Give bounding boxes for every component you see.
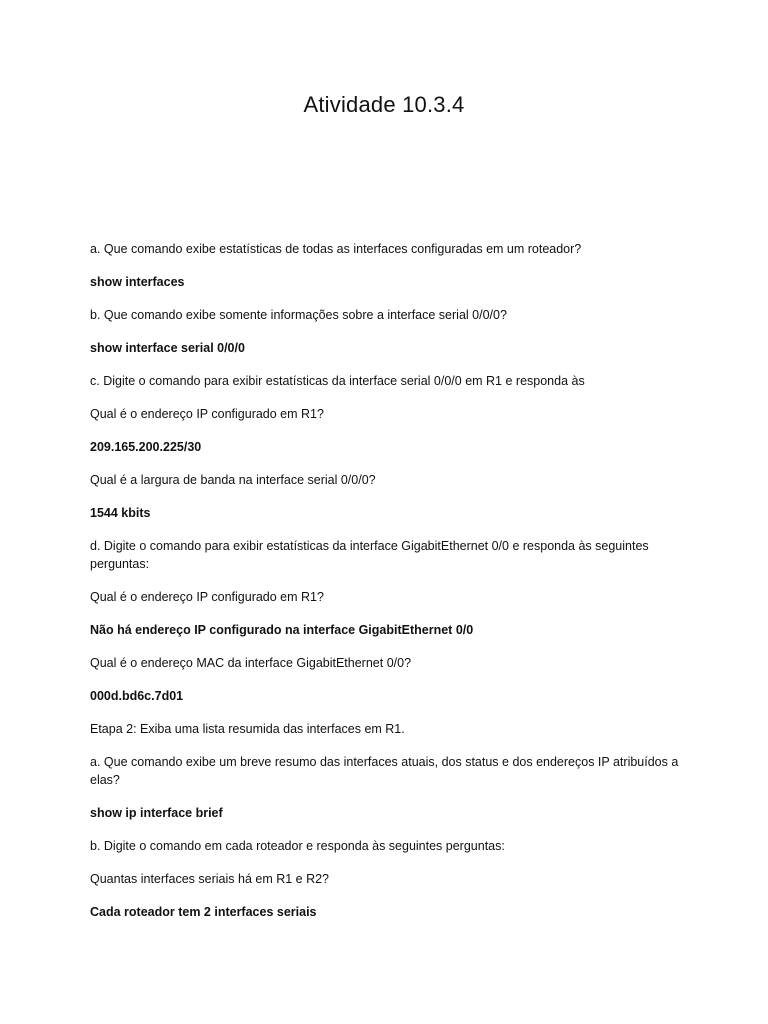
question-paragraph: Quantas interfaces seriais há em R1 e R2?	[90, 872, 330, 886]
question-paragraph: d. Digite o comando para exibir estatísticas da interface GigabitEthernet 0/0 e responda às seguintes perguntas:	[90, 539, 649, 571]
question-paragraph: b. Que comando exibe somente informações sobre a interface serial 0/0/0?	[90, 308, 507, 322]
question-paragraph: Qual é o endereço MAC da interface GigabitEthernet 0/0?	[90, 656, 412, 670]
answer-paragraph: show interface serial 0/0/0	[90, 341, 245, 355]
document-body	[90, 240, 680, 936]
answer-paragraph: Não há endereço IP configurado na interface GigabitEthernet 0/0	[90, 623, 474, 637]
answer-paragraph: 000d.bd6c.7d01	[90, 689, 184, 703]
question-paragraph: Qual é o endereço IP configurado em R1?	[90, 407, 324, 421]
question-paragraph: c. Digite o comando para exibir estatísticas da interface serial 0/0/0 em R1 e responda às	[90, 374, 585, 388]
section-heading: Etapa 2: Exiba uma lista resumida das interfaces em R1.	[90, 722, 405, 736]
question-paragraph: Qual é a largura de banda na interface serial 0/0/0?	[90, 473, 376, 487]
answer-paragraph: 209.165.200.225/30	[90, 440, 202, 454]
page-title: Atividade 10.3.4	[303, 92, 465, 117]
question-paragraph: a. Que comando exibe estatísticas de todas as interfaces configuradas em um roteador?	[90, 242, 582, 256]
answer-paragraph: show interfaces	[90, 275, 185, 289]
answer-paragraph: 1544 kbits	[90, 506, 151, 520]
answer-paragraph: show ip interface brief	[90, 806, 223, 820]
answer-paragraph: Cada roteador tem 2 interfaces seriais	[90, 905, 317, 919]
question-paragraph: a. Que comando exibe um breve resumo das interfaces atuais, dos status e dos endereços IP atribuídos a elas?	[90, 755, 679, 787]
question-paragraph: Qual é o endereço IP configurado em R1?	[90, 590, 324, 604]
question-paragraph: b. Digite o comando em cada roteador e responda às seguintes perguntas:	[90, 839, 505, 853]
